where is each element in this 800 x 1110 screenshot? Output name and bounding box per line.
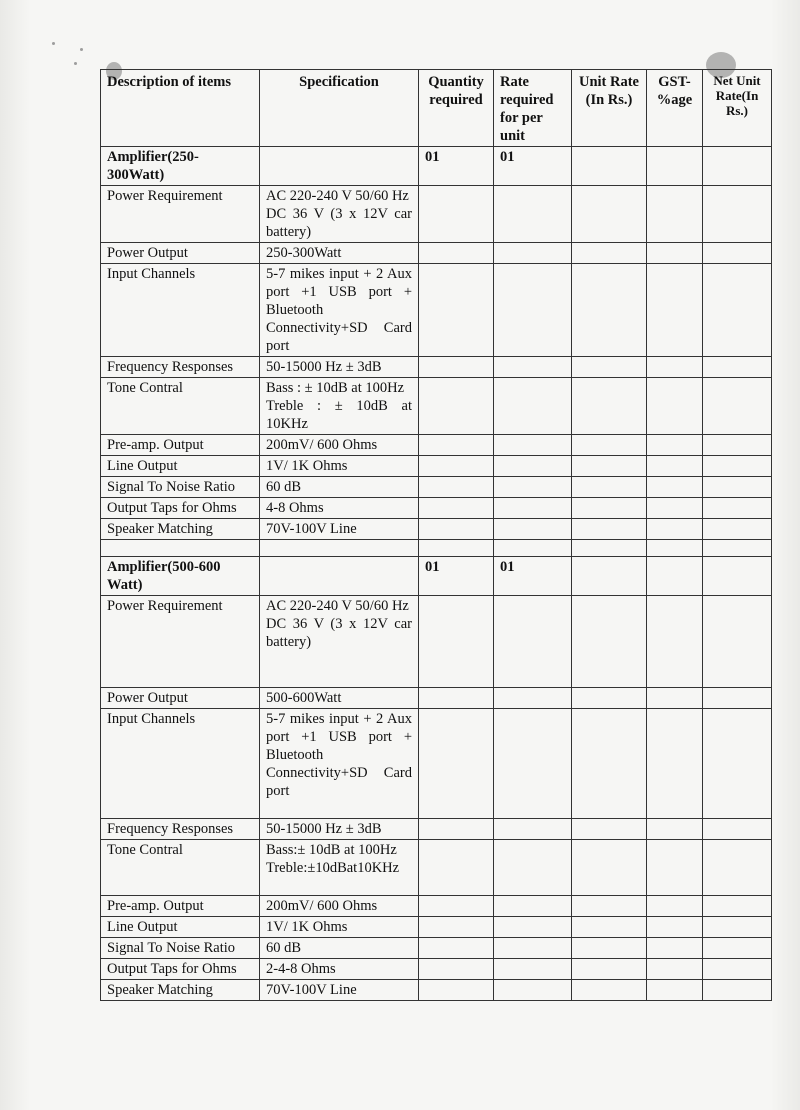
scan-speck [80,48,83,51]
spec-row [101,498,772,519]
spec-label: Frequency Responses [101,357,260,378]
spec-row [101,819,772,840]
spec-value: 200mV/ 600 Ohms [260,896,419,917]
spec-value: 60 dB [260,477,419,498]
spec-value: 1V/ 1K Ohms [260,456,419,477]
spec-value: 5-7 mikes input + 2 Aux port +1 USB port + Bluetooth Connectivity+SD Card port [260,264,419,357]
spacer-row [101,540,772,557]
spec-row [101,456,772,477]
spec-value: 2-4-8 Ohms [260,959,419,980]
spec-row [101,596,772,688]
scan-speck [74,62,77,65]
item-rate: 01 [494,147,572,186]
spec-row [101,840,772,896]
spec-label: Line Output [101,456,260,477]
spec-value: 70V-100V Line [260,980,419,1001]
spec-label: Line Output [101,917,260,938]
spec-label: Speaker Matching [101,519,260,540]
item-title: Amplifier(250-300Watt) [101,147,260,186]
spec-row [101,243,772,264]
spec-label: Power Requirement [101,596,260,688]
spec-value: 1V/ 1K Ohms [260,917,419,938]
spec-label: Pre-amp. Output [101,896,260,917]
spec-row [101,186,772,243]
spec-label: Input Channels [101,709,260,819]
spec-value: 60 dB [260,938,419,959]
spec-label: Output Taps for Ohms [101,498,260,519]
spec-label: Signal To Noise Ratio [101,477,260,498]
spec-value: AC 220-240 V 50/60 Hz DC 36 V (3 x 12V car battery) [260,596,419,688]
item-rate: 01 [494,557,572,596]
header-gst: GST-%age [647,70,703,147]
spec-row [101,688,772,709]
header-net-unit-rate: Net Unit Rate(In Rs.) [703,70,772,147]
spec-label: Frequency Responses [101,819,260,840]
spec-row [101,435,772,456]
spec-value: 500-600Watt [260,688,419,709]
item-row [101,147,772,186]
item-quantity: 01 [419,557,494,596]
header-quantity: Quantity required [419,70,494,147]
spec-row [101,709,772,819]
spec-row [101,917,772,938]
spec-label: Power Output [101,688,260,709]
spec-value: 200mV/ 600 Ohms [260,435,419,456]
spec-row [101,519,772,540]
spec-label: Output Taps for Ohms [101,959,260,980]
item-quantity: 01 [419,147,494,186]
spec-row [101,477,772,498]
item-row [101,557,772,596]
spec-value: 4-8 Ohms [260,498,419,519]
item-title: Amplifier(500-600 Watt) [101,557,260,596]
spec-value: 50-15000 Hz ± 3dB [260,357,419,378]
spec-label: Power Output [101,243,260,264]
spec-label: Speaker Matching [101,980,260,1001]
spec-value: 70V-100V Line [260,519,419,540]
spec-label: Pre-amp. Output [101,435,260,456]
header-unit-rate: Unit Rate (In Rs.) [572,70,647,147]
spec-row [101,938,772,959]
spec-label: Tone Contral [101,378,260,435]
spec-value: 5-7 mikes input + 2 Aux port +1 USB port + Bluetooth Connectivity+SD Card port [260,709,419,819]
spec-row [101,378,772,435]
spec-value: Bass:± 10dB at 100Hz Treble:±10dBat10KHz [260,840,419,896]
header-description: Description of items [101,70,260,147]
spec-label: Input Channels [101,264,260,357]
spec-row [101,357,772,378]
header-rate: Rate required for per unit [494,70,572,147]
header-specification: Specification [260,70,419,147]
items-table [100,69,772,1001]
spec-value: 50-15000 Hz ± 3dB [260,819,419,840]
spec-value: 250-300Watt [260,243,419,264]
spec-row [101,959,772,980]
spec-row [101,980,772,1001]
spec-label: Power Requirement [101,186,260,243]
spec-value: Bass : ± 10dB at 100Hz Treble : ± 10dB at 10KHz [260,378,419,435]
spec-label: Signal To Noise Ratio [101,938,260,959]
spec-row [101,264,772,357]
spec-value: AC 220-240 V 50/60 Hz DC 36 V (3 x 12V car battery) [260,186,419,243]
spec-row [101,896,772,917]
table-header-row [101,70,772,147]
scan-speck [52,42,55,45]
spec-label: Tone Contral [101,840,260,896]
